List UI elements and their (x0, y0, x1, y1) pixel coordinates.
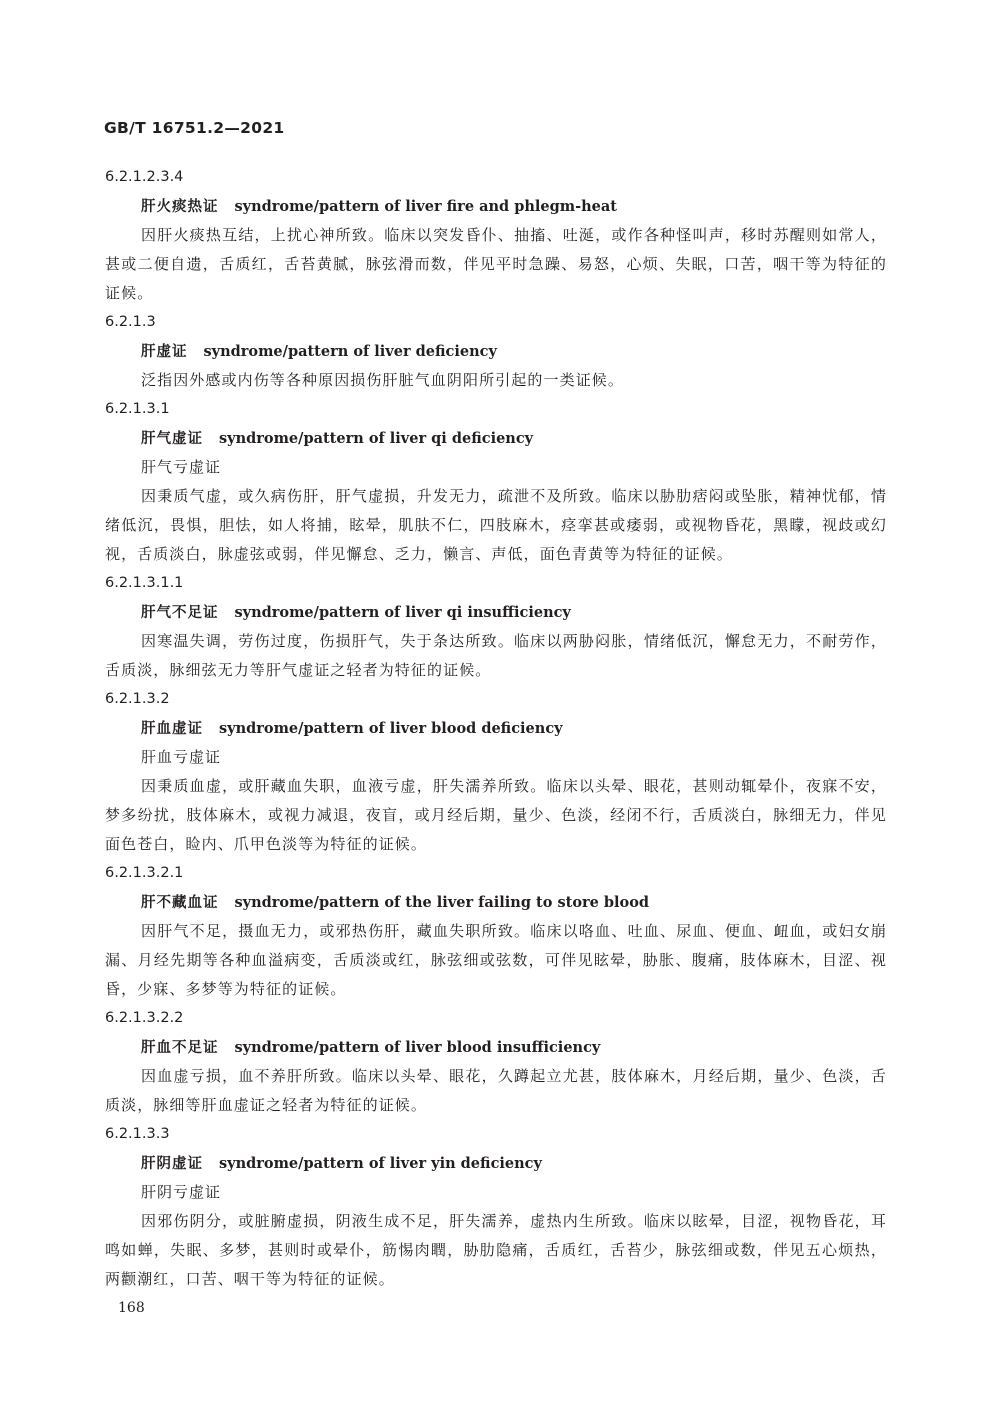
term-english: syndrome/pattern of liver fire and phlegm-heat (234, 198, 617, 215)
term-definition: 因秉质气虚，或久病伤肝，肝气虚损，升发无力，疏泄不及所致。临床以胁肋痞闷或坠胀，精神忧郁，情绪低沉，畏惧，胆怯，如人将捕，眩晕，肌肤不仁，四肢麻木，痉挛甚或痿弱，或视物昏花，黑矇，视歧或幻视，舌质淡白，脉虚弦或弱，伴见懈怠、乏力，懒言、声低，面色青黄等为特征的证候。 (105, 487, 887, 563)
term-synonym: 肝阴亏虚证 (141, 1183, 222, 1201)
term-heading (105, 424, 887, 453)
term-definition: 因血虚亏损，血不养肝所致。临床以头晕、眼花，久蹲起立尤甚，肢体麻木，月经后期，量少、色淡，舌质淡，脉细等肝血虚证之轻者为特征的证候。 (105, 1067, 887, 1114)
term-english: syndrome/pattern of liver yin deficiency (219, 1155, 542, 1172)
term-chinese: 肝血不足证 (141, 1040, 219, 1056)
term-definition: 因秉质血虚，或肝藏血失职，血液亏虚，肝失濡养所致。临床以头晕、眼花，甚则动辄晕仆，夜寐不安，梦多纷扰，肢体麻木，或视力减退，夜盲，或月经后期，量少、色淡，经闭不行，舌质淡白，脉细无力，伴见面色苍白，睑内、爪甲色淡等为特征的证候。 (105, 777, 887, 853)
term-definition: 因肝气不足，摄血无力，或邪热伤肝，藏血失职所致。临床以咯血、吐血、尿血、便血、衄血，或妇女崩漏、月经先期等各种血溢病变，舌质淡或红，脉弦细或弦数，可伴见眩晕，胁胀、腹痛，肢体麻木，目涩、视昏，少寐、多梦等为特征的证候。 (105, 922, 887, 998)
term-english: syndrome/pattern of liver blood deficiency (219, 720, 563, 737)
clause-number: 6.2.1.3.2.1 (105, 865, 184, 881)
clause-number: 6.2.1.3.1 (105, 401, 170, 417)
main-content (105, 163, 887, 1294)
term-english: syndrome/pattern of liver deficiency (203, 343, 497, 360)
term-english: syndrome/pattern of liver qi deficiency (219, 430, 534, 447)
clause-number: 6.2.1.2.3.4 (105, 169, 184, 185)
term-chinese: 肝气虚证 (141, 431, 203, 447)
term-english: syndrome/pattern of liver qi insufficiency (234, 604, 571, 621)
clause-number: 6.2.1.3 (105, 314, 156, 330)
clause-number: 6.2.1.3.2 (105, 691, 170, 707)
term-synonym: 肝气亏虚证 (141, 458, 222, 476)
page-number: 168 (118, 1300, 145, 1316)
standard-number-header: GB/T 16751.2—2021 (104, 119, 285, 137)
term-heading (105, 714, 887, 743)
term-definition: 泛指因外感或内伤等各种原因损伤肝脏气血阴阳所引起的一类证候。 (141, 371, 625, 389)
term-heading (105, 1149, 887, 1178)
clause-number: 6.2.1.3.3 (105, 1126, 170, 1142)
term-chinese: 肝火痰热证 (141, 199, 219, 215)
term-english: syndrome/pattern of the liver failing to store blood (234, 894, 650, 911)
term-heading (105, 337, 887, 366)
term-chinese: 肝血虚证 (141, 721, 203, 737)
clause-number: 6.2.1.3.1.1 (105, 575, 184, 591)
term-english: syndrome/pattern of liver blood insufficiency (234, 1039, 601, 1056)
term-definition: 因肝火痰热互结，上扰心神所致。临床以突发昏仆、抽搐、吐涎，或作各种怪叫声，移时苏醒则如常人，甚或二便自遗，舌质红，舌苔黄腻，脉弦滑而数，伴见平时急躁、易怒，心烦、失眠，口苦，咽干等为特征的证候。 (105, 226, 887, 302)
term-chinese: 肝不藏血证 (141, 895, 219, 911)
term-chinese: 肝阴虚证 (141, 1156, 203, 1172)
term-heading (105, 192, 887, 221)
clause-number: 6.2.1.3.2.2 (105, 1010, 184, 1026)
term-synonym: 肝血亏虚证 (141, 748, 222, 766)
term-heading (105, 888, 887, 917)
term-chinese: 肝气不足证 (141, 605, 219, 621)
term-chinese: 肝虚证 (141, 344, 188, 360)
term-definition: 因邪伤阴分，或脏腑虚损，阴液生成不足，肝失濡养，虚热内生所致。临床以眩晕，目涩，视物昏花，耳鸣如蝉，失眠、多梦，甚则时或晕仆，筋惕肉瞤，胁肋隐痛，舌质红，舌苔少，脉弦细或数，伴见五心烦热，两颧潮红，口苦、咽干等为特征的证候。 (105, 1212, 887, 1288)
term-heading (105, 598, 887, 627)
term-definition: 因寒温失调，劳伤过度，伤损肝气，失于条达所致。临床以两胁闷胀，情绪低沉，懈怠无力，不耐劳作，舌质淡，脉细弦无力等肝气虚证之轻者为特征的证候。 (105, 632, 887, 679)
term-heading (105, 1033, 887, 1062)
